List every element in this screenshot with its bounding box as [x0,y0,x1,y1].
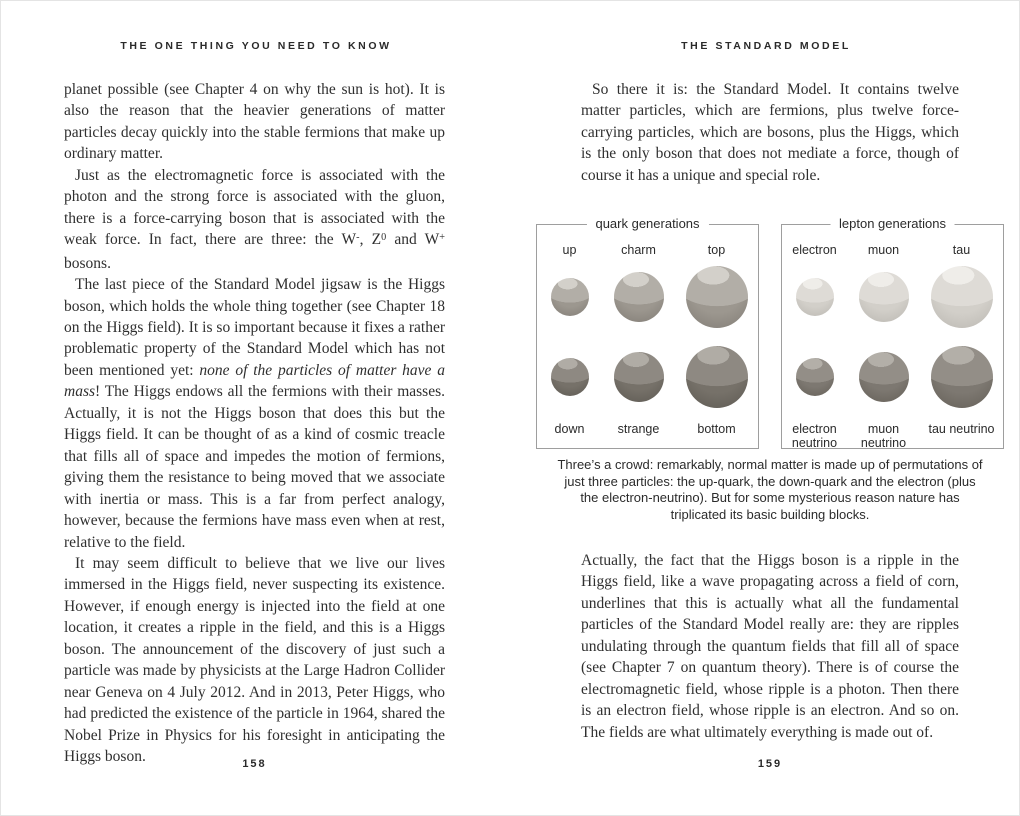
superscript-zero: 0 [381,231,387,243]
italic-phrase: none of the particles of matter have a mass [64,361,445,401]
text-run: and W [386,231,440,249]
paragraph [64,274,445,553]
particle-label-down: down [554,422,585,436]
particle-label-up: up [562,242,577,257]
superscript-plus: + [439,231,445,243]
text-run: ! The Higgs endows all the fermions with their masses. Actually, it is not the Higgs boson that does this but the Higgs field. It can be thought of as a kind of cosmic treacle that fills all of space and impedes the motion of fermions, giving them the resistance to being moved that we associate with inertia or mass. This is a far from perfect analogy, however, because the fermions have mass even when at rest, relative to the field. [64,383,445,551]
particle-sphere-tau [931,266,993,328]
particle-sphere-charm [614,272,664,322]
superscript-minus: - [356,231,360,243]
text-run: Just as the electromagnetic force is associated with the photon and the strong force is associated with the gluon, there is a force-carrying boson that is associated with the weak force. In fact, there are three: the W [64,166,445,249]
particle-sphere-muon [859,272,909,322]
page-number-left: 158 [242,758,267,770]
text-run: bosons. [64,254,111,272]
particle-label-top: top [707,242,726,257]
lepton-generations-box [781,216,1004,451]
text-run: , Z [359,231,382,249]
particle-label-muon-neutrino: muon neutrino [860,422,907,451]
page-number-right: 159 [757,758,783,770]
particle-sphere-tau-neutrino [931,346,993,408]
lepton-grid [782,225,1003,451]
particle-sphere-top [686,266,748,328]
particle-sphere-bottom [686,346,748,408]
running-head-left: THE ONE THING YOU NEED TO KNOW [120,40,392,52]
paragraph: It may seem difficult to believe that we live our lives immersed in the Higgs field, never suspecting its existence. However, if enough energy is injected into the field at one location, it creates a ripple in the field, and this is a Higgs boson. The announcement of the discovery of just such a particle was made by physicists at the Large Hadron Collider near Geneva on 4 July 2012. And in 2013, Peter Higgs, who had predicted the existence of the particle in 1964, shared the Nobel Prize in Physics for his foresight in anticipating the Higgs boson. [64,554,445,766]
text-run: The last piece of the Standard Model jigsaw is the Higgs boson, which holds the whole thing together (see Chapter 18 on the Higgs field). It is so important because it fixes a rather problematic property of the Standard Model which has not been mentioned yet: [64,276,445,379]
particle-sphere-muon-neutrino [859,352,909,402]
paragraph: Actually, the fact that the Higgs boson is a ripple in the Higgs field, like a wave propagating across a field of corn, underlines that this is actually what all the fundamental particles of the Standard Model really are: they are ripples undulating through the quantum fields that fill all of space (see Chapter 7 on quantum theory). There is of course the electromagnetic field, whose ripple is a photon. Then there is an electron field, whose ripple is an electron. And so on. The fields are what ultimately everything is made out of. [581,552,959,741]
quark-grid [537,225,758,436]
particle-sphere-up [551,278,589,316]
particle-label-muon: muon [867,242,900,257]
particle-label-electron: electron [792,242,837,257]
figure-caption: Three’s a crowd: remarkably, normal matter is made up of permutations of just three particles: the up-quark, the down-quark and the electron (plus the electron-neutrino). But for some mysterious reason nature has triplicated its basic building blocks. [557,457,983,522]
particle-label-electron-neutrino: electron neutrino [791,422,838,451]
particle-generations-figure [536,216,1004,451]
particle-label-tau-neutrino: tau neutrino [928,422,995,436]
paragraph [64,165,445,274]
particle-label-charm: charm [621,242,656,257]
particle-label-bottom: bottom [697,422,736,436]
quark-generations-box [536,216,759,449]
particle-sphere-electron [796,278,834,316]
paragraph: So there it is: the Standard Model. It contains twelve matter particles, which are fermions, plus twelve force-carrying particles, which are bosons, plus the Higgs, which is the only boson that does not mediate a force, though of course it has a unique and special role. [581,81,959,184]
lepton-box-legend: lepton generations [830,216,955,231]
particle-sphere-down [551,358,589,396]
particle-sphere-electron-neutrino [796,358,834,396]
particle-label-tau: tau [952,242,971,257]
page-left [1,1,511,816]
paragraph: planet possible (see Chapter 4 on why the sun is hot). It is also the reason that the heavier generations of matter particles decay quickly into the stable fermions that make up ordinary matter. [64,81,445,163]
quark-box-legend: quark generations [586,216,708,231]
running-head-right: THE STANDARD MODEL [681,40,851,52]
page-right [511,1,1020,816]
left-body-text [64,79,445,768]
particle-sphere-strange [614,352,664,402]
particle-label-strange: strange [617,422,660,436]
